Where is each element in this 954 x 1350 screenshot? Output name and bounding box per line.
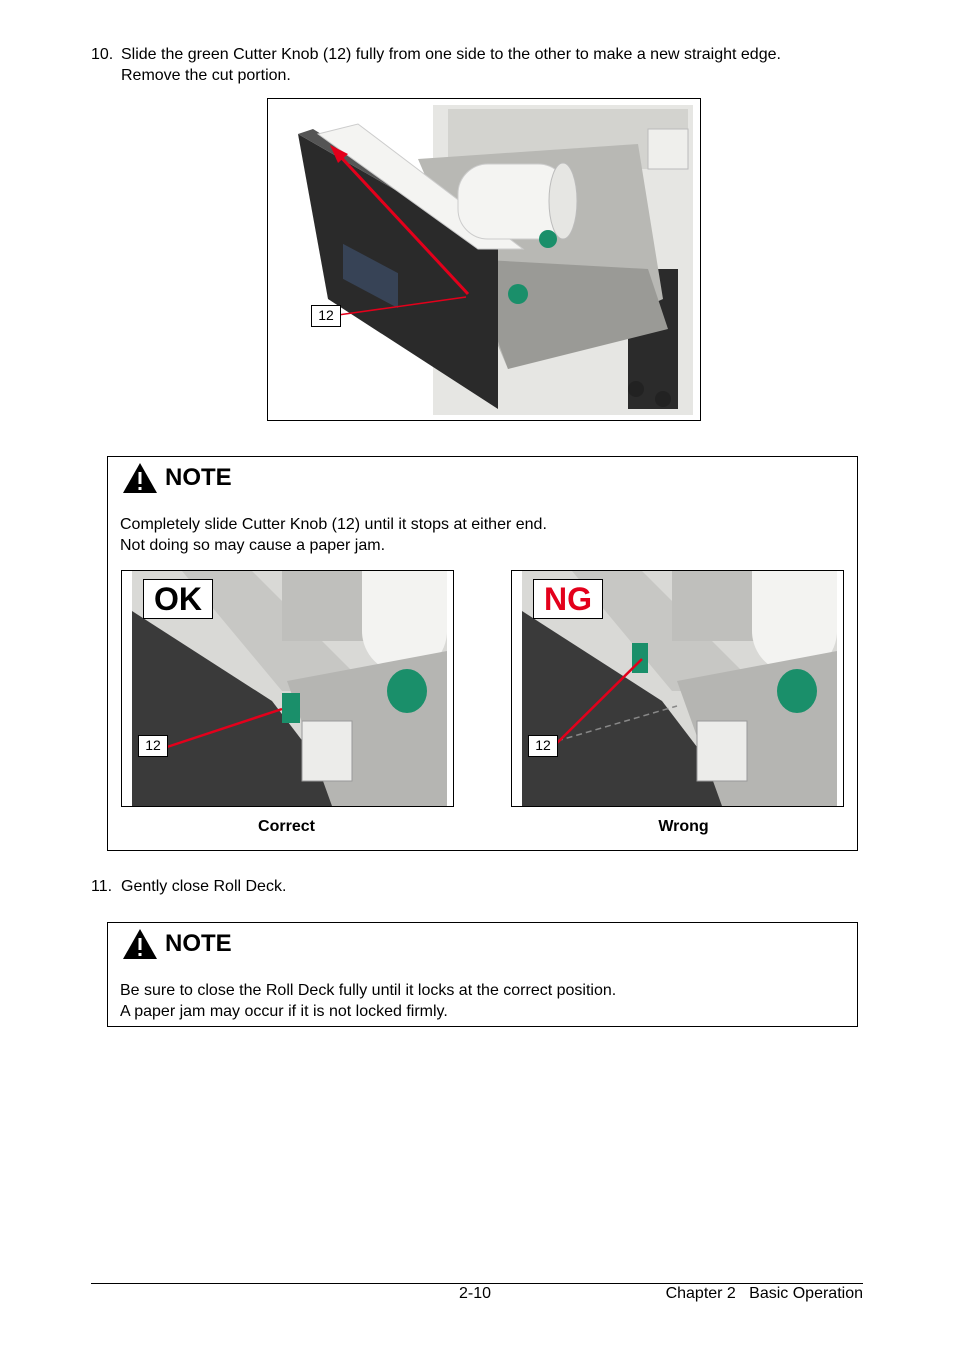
chapter-label: Chapter 2 Basic Operation [665,1285,863,1302]
note-header-1 [121,461,232,495]
callout-12: 12 [311,305,341,327]
note-2-line2: A paper jam may occur if it is not locked firmly. [120,1003,448,1020]
page-number: 2-10 [459,1285,492,1302]
roll-deck-figure [267,98,701,421]
caption-wrong: Wrong [658,818,709,835]
callout-12-ng: 12 [528,735,558,757]
step-10-number: 10. [91,46,114,63]
step-11-text: Gently close Roll Deck. [121,878,287,895]
caption-correct: Correct [258,818,315,835]
ng-figure [511,570,844,807]
roll-deck-illustration [268,99,700,420]
ok-figure [121,570,454,807]
note-title-2: NOTE [165,930,232,957]
step-11-number: 11. [91,878,113,895]
warning-icon [121,461,159,495]
note-box-1 [107,456,858,851]
note-2-line1: Be sure to close the Roll Deck fully until it locks at the correct position. [120,982,617,999]
note-box-2 [107,922,858,1027]
ng-badge: NG [533,579,603,619]
callout-12-ok: 12 [138,735,168,757]
note-1-line1: Completely slide Cutter Knob (12) until it stops at either end. [120,516,547,533]
warning-icon [121,927,159,961]
ok-badge: OK [143,579,213,619]
note-header-2 [121,927,232,961]
note-1-line2: Not doing so may cause a paper jam. [120,537,386,554]
step-10-text-line1: Slide the green Cutter Knob (12) fully from one side to the other to make a new straight edge. [121,46,781,63]
step-10-text-line2: Remove the cut portion. [121,67,291,84]
note-title-1: NOTE [165,464,232,491]
footer-rule [91,1283,863,1284]
